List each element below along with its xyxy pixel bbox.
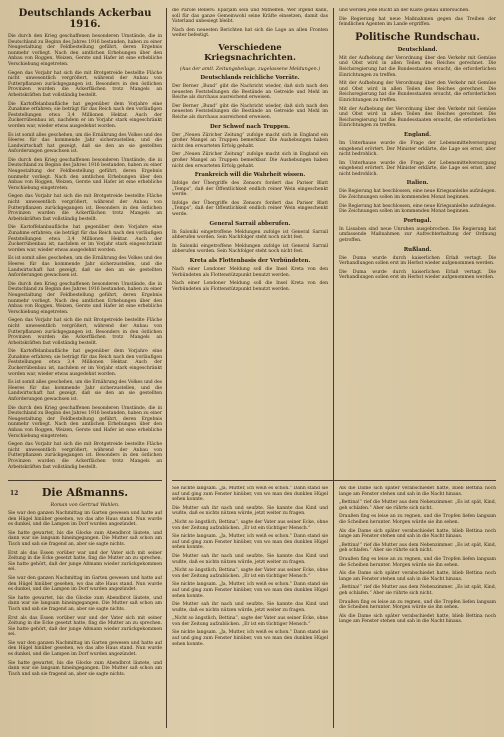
paragraph: Draußen fing es leise an zu regnen, und die Tropfen liefen langsam die Scheiben herunter. Morgen würde sie ihn sehen. bbox=[339, 514, 496, 525]
paragraph: Die Mutter sah ihr nach und seufzte. Sie kannte das Kind und wußte, daß es nichts nützen würde, jetzt weiter zu fragen. bbox=[172, 505, 328, 517]
paragraph: die Parole Bellers: Eparjam sein und Mithelfen. Wer irgend kann, soll für das ganze Gemeinwohl seine Kräfte einsetzen, damit das Vaterland unbesiegt bleibt. bbox=[172, 8, 328, 25]
column-rule bbox=[166, 8, 167, 728]
headline-assmanns: Die Aßmanns. bbox=[41, 486, 129, 499]
page-number: 12 bbox=[10, 490, 19, 497]
paragraph: „Bettina!“ rief die Mutter aus dem Nebenzimmer. „Es ist spät, Kind, geh schlafen.“ Aber sie rührte sich nicht. bbox=[339, 500, 496, 511]
paragraph: Gegen das Vorjahr hat sich die mit Brotgetreide bestellte Fläche nicht unwesentlich vergrößert, während der Anbau von Futterpflanzen zurückgegangen ist. Besonders in den östlichen Provinzen wurden die Ackerflächen trotz Mangels an Arbeitskräften fast vollständig bestellt. bbox=[8, 318, 162, 346]
paragraph: Sie nickte langsam. „Ja, Mutter, ich weiß es schon.“ Dann stand sie auf und ging zum Fenster hinüber, von wo man den dunklen Hügel sehen konnte. bbox=[172, 486, 328, 503]
paragraph: Die Regierung hat neue Maßnahmen gegen das Treiben der feindlichen Agenten im Lande ergriffen. bbox=[339, 16, 496, 28]
paragraph: Die Regierung hat beschlossen, eine neue Kriegsanleihe aufzulegen. Die Zeichnungen sollen im kommenden Monat beginnen. bbox=[339, 203, 496, 215]
paragraph: Gegen das Vorjahr hat sich die mit Brotgetreide bestellte Fläche nicht unwesentlich vergrößert, während der Anbau von Futterpflanzen zurückgegangen ist. Besonders in den östlichen Provinzen wurden die Ackerflächen trotz Mangels an Arbeitskräften fast vollständig bestellt. bbox=[8, 194, 162, 222]
paragraph: Der „Neuen Züricher Zeitung“ zufolge macht sich in England ein großer Mangel an Truppen bemerkbar. Die Aushebungen haben nicht den erwarteten Erfolg gehabt. bbox=[172, 152, 328, 169]
paragraph: Sie war den ganzen Nachmittag im Garten gewesen und hatte auf den Hügel hinüber gesehen, wo das alte Haus stand. Nun wurde es dunkel, und die Lampen im Dorf wurden angezündet. bbox=[8, 575, 162, 593]
paragraph: „Bettina!“ rief die Mutter aus dem Nebenzimmer. „Es ist spät, Kind, geh schlafen.“ Aber sie rührte sich nicht. bbox=[339, 542, 496, 554]
paragraph: Der Berner „Bund“ gibt die Nachricht wieder, daß sich nach den neuesten Feststellungen die Bestände an Getreide und Mehl im Reiche als durchaus ausreichend erweisen. bbox=[172, 103, 328, 120]
paragraph: Erst als das Essen vorüber war und der Vater sich mit seiner Zeitung in die Ecke gesetzt hatte, fing die Mutter an zu sprechen. Sie hatte gehört, daß der junge Aßmann wieder zurückgekommen sei. bbox=[8, 550, 162, 573]
paragraph: Sie nickte langsam. „Ja, Mutter, ich weiß es schon.“ Dann stand sie auf und ging zum Fenster hinüber, von wo man den dunklen Hügel sehen konnte. bbox=[172, 534, 328, 551]
paragraph: Die Kartoffelanbaufläche hat gegenüber dem Vorjahre eine Zunahme erfahren; sie beträgt für das Reich nach den vorläufigen Feststellungen etwa 3,4 Millionen Hektar. Auch der Zuckerrübenbau ist, nachdem er im Vorjahr stark eingeschränkt worden war, wieder etwas ausgedehnt worden. bbox=[8, 101, 162, 129]
paragraph: Die Duma wurde durch kaiserlichen Erlaß vertagt. Die Verhandlungen sollen erst im Herbst wieder aufgenommen werden. bbox=[339, 255, 496, 267]
serial-continuation bbox=[172, 486, 328, 726]
column-rule bbox=[333, 8, 334, 728]
paragraph: Draußen fing es leise an zu regnen, und die Tropfen liefen langsam die Scheiben herunter. Morgen würde sie ihn sehen. bbox=[339, 556, 496, 568]
paragraph: Draußen fing es leise an zu regnen, und die Tropfen liefen langsam die Scheiben herunter. Morgen würde sie ihn sehen. bbox=[339, 599, 496, 611]
paragraph: Die durch den Krieg geschaffenen besonderen Umstände, die in Deutschland zu Beginn des Jahres 1916 bestanden, haben zu einer Neugestaltung der Feldbestellung geführt, deren Ergebnis nunmehr vorliegt. Nach den amtlichen Erhebungen über den Anbau von Roggen, Weizen, Gerste und Hafer ist eine erhebliche Verschiebung eingetreten. bbox=[8, 281, 162, 315]
subheading: Italien. bbox=[406, 180, 429, 187]
paragraph: Es ist somit alles geschehen, um die Ernährung des Volkes und des Heeres für das kommende Jahr sicherzustellen, und die Landwirtschaft hat gezeigt, daß sie den an sie gestellten Anforderungen gewachsen ist. bbox=[8, 380, 162, 403]
subheading: Frankreich will die Wahrheit wissen. bbox=[194, 172, 306, 179]
paragraph: Der „Neuen Züricher Zeitung“ zufolge macht sich in England ein großer Mangel an Truppen bemerkbar. Die Aushebungen haben nicht den erwarteten Erfolg gehabt. bbox=[172, 132, 328, 149]
paragraph: Infolge der Übergriffe des Zensors fordert das Pariser Blatt „Temps“, daß der Öffentlichkeit endlich reiner Wein eingeschenkt werde. bbox=[172, 181, 328, 198]
section-rule bbox=[8, 480, 162, 481]
paragraph: Die Regierung hat beschlossen, eine neue Kriegsanleihe aufzulegen. Die Zeichnungen sollen im kommenden Monat beginnen. bbox=[339, 189, 496, 201]
paragraph: In Saloniki eingetroffene Meldungen zufolge ist General Sarrail abberufen worden. Sein Nachfolger steht noch nicht fest. bbox=[172, 243, 328, 255]
feuilleton-rule bbox=[172, 480, 496, 481]
paragraph: und werden jede Bucht an der Küste genau untersuchen. bbox=[339, 8, 470, 13]
subheading: Deutschlands reichliche Vorräte. bbox=[200, 74, 300, 81]
subheading: Rußland. bbox=[403, 246, 432, 253]
paragraph: Die durch den Krieg geschaffenen besonderen Umstände, die in Deutschland zu Beginn des Jahres 1916 bestanden, haben zu einer Neugestaltung der Feldbestellung geführt, deren Ergebnis nunmehr vorliegt. Nach den amtlichen Erhebungen über den Anbau von Roggen, Weizen, Gerste und Hafer ist eine erhebliche Verschiebung eingetreten. bbox=[8, 157, 162, 191]
subheading: General Sarrail abberufen. bbox=[209, 220, 291, 227]
paragraph: Nach einer Londoner Meldung soll die Insel Kreta von den Verbündeten als Flottenstützpunkt benutzt werden. bbox=[172, 281, 328, 292]
paragraph: Sie hatte gewartet, bis die Glocke zum Abendbrot läutete, und dann war sie langsam hineingegangen. Die Mutter saß schon am Tisch und sah sie fragend an, aber sie sagte nichts. bbox=[8, 530, 162, 547]
paragraph: Die Mutter sah ihr nach und seufzte. Sie kannte das Kind und wußte, daß es nichts nützen würde, jetzt weiter zu fragen. bbox=[172, 602, 328, 613]
paragraph: Als die Dame sich später verabschiedet hatte, blieb Bettina noch lange am Fenster stehen und sah in die Nacht hinaus. bbox=[339, 613, 496, 625]
source-note: (Aus der amtl. Zeitungsbeilage, zugelassene Meldungen.) bbox=[179, 66, 321, 72]
paragraph: Die durch den Krieg geschaffenen besonderen Umstände, die in Deutschland zu Beginn des Jahres 1916 bestanden, haben zu einer Neugestaltung der Feldbestellung geführt, deren Ergebnis nunmehr vorliegt. Nach den amtlichen Erhebungen über den Anbau von Roggen, Weizen, Gerste und Hafer ist eine erhebliche Verschiebung eingetreten. bbox=[8, 405, 162, 439]
headline-ackerbau: Deutschlands Ackerbau 1916. bbox=[18, 8, 152, 30]
paragraph: Die durch den Krieg geschaffenen besonderen Umstände, die in Deutschland zu Beginn des Jahres 1916 bestanden, haben zu einer Neugestaltung der Feldbestellung geführt, deren Ergebnis nunmehr vorliegt. Nach den amtlichen Erhebungen über den Anbau von Roggen, Weizen, Gerste und Hafer ist eine erhebliche Verschiebung eingetreten. bbox=[8, 34, 162, 67]
paragraph: Sie hatte gewartet, bis die Glocke zum Abendbrot läutete, und dann war sie langsam hineingegangen. Die Mutter saß schon am Tisch und sah sie fragend an, aber sie sagte nichts. bbox=[8, 660, 162, 677]
political-review bbox=[339, 8, 496, 476]
paragraph: Die Kartoffelanbaufläche hat gegenüber dem Vorjahre eine Zunahme erfahren; sie beträgt für das Reich nach den vorläufigen Feststellungen etwa 3,4 Millionen Hektar. Auch der Zuckerrübenbau ist, nachdem er im Vorjahr stark eingeschränkt worden war, wieder etwas ausgedehnt worden. bbox=[8, 349, 162, 377]
paragraph: Im Unterhause wurde die Frage der Lebensmittelversorgung eingehend erörtert. Der Minister erklärte, die Lage sei ernst, aber nicht bedrohlich. bbox=[339, 140, 496, 158]
paragraph: Die Mutter sah ihr nach und seufzte. Sie kannte das Kind und wußte, daß es nichts nützen würde, jetzt weiter zu fragen. bbox=[172, 553, 328, 565]
paragraph: Im Unterhause wurde die Frage der Lebensmittelversorgung eingehend erörtert. Der Minister erklärte, die Lage sei ernst, aber nicht bedrohlich. bbox=[339, 160, 496, 177]
serial-novel bbox=[8, 486, 162, 726]
paragraph: Infolge der Übergriffe des Zensors fordert das Pariser Blatt „Temps“, daß der Öffentlichkeit endlich reiner Wein eingeschenkt werde. bbox=[172, 200, 328, 218]
paragraph: Mit der Aufhebung der Verordnung über den Verkehr mit Gemüse und Obst wird in allen Teilen des Reiches gerechnet. Die Reichsregierung hat die Bundesstaaten ersucht, die erforderlichen Einrichtungen zu treffen. bbox=[339, 106, 496, 129]
headline-rundschau: Politische Rundschau. bbox=[355, 31, 480, 43]
paragraph: Sie nickte langsam. „Ja, Mutter, ich weiß es schon.“ Dann stand sie auf und ging zum Fenster hinüber, von wo man den dunklen Hügel sehen konnte. bbox=[172, 582, 328, 599]
subheading: Portugal. bbox=[403, 217, 432, 224]
paragraph: In Lissabon sind neue Unruhen ausgebrochen. Die Regierung hat umfassende Maßnahmen zur Aufrechterhaltung der Ordnung getroffen. bbox=[339, 226, 496, 244]
paragraph: In Saloniki eingetroffene Meldungen zufolge ist General Sarrail abberufen worden. Sein Nachfolger steht noch nicht fest. bbox=[172, 229, 328, 241]
paragraph: Die Duma wurde durch kaiserlichen Erlaß vertagt. Die Verhandlungen sollen erst im Herbst wieder aufgenommen werden. bbox=[339, 269, 496, 281]
subheading: Deutschland. bbox=[397, 46, 438, 53]
serial-continuation bbox=[339, 486, 496, 726]
paragraph: Nach den neuesten Berichten hat sich die Lage an allen Fronten weiter befestigt. bbox=[172, 27, 328, 39]
paragraph: Gegen das Vorjahr hat sich die mit Brotgetreide bestellte Fläche nicht unwesentlich vergrößert, während der Anbau von Futterpflanzen zurückgegangen ist. Besonders in den östlichen Provinzen wurden die Ackerflächen trotz Mangels an Arbeitskräften fast vollständig bestellt. bbox=[8, 442, 162, 470]
paragraph: „Bettina!“ rief die Mutter aus dem Nebenzimmer. „Es ist spät, Kind, geh schlafen.“ Aber sie rührte sich nicht. bbox=[339, 585, 496, 596]
paragraph: Erst als das Essen vorüber war und der Vater sich mit seiner Zeitung in die Ecke gesetzt hatte, fing die Mutter an zu sprechen. Sie hatte gehört, daß der junge Aßmann wieder zurückgekommen sei. bbox=[8, 615, 162, 638]
paragraph: Es ist somit alles geschehen, um die Ernährung des Volkes und des Heeres für das kommende Jahr sicherzustellen, und die Landwirtschaft hat gezeigt, daß sie den an sie gestellten Anforderungen gewachsen ist. bbox=[8, 256, 162, 279]
paragraph: „Nicht so ängstlich, Bettina“, sagte der Vater aus seiner Ecke, ohne von der Zeitung aufzublicken. „Er ist ein tüchtiger Mensch.“ bbox=[172, 519, 328, 531]
subheading: Kreta als Flottenbasis der Verbündeten. bbox=[189, 258, 311, 265]
paragraph: Die Kartoffelanbaufläche hat gegenüber dem Vorjahre eine Zunahme erfahren; sie beträgt für das Reich nach den vorläufigen Feststellungen etwa 3,4 Millionen Hektar. Auch der Zuckerrübenbau ist, nachdem er im Vorjahr stark eingeschränkt worden war, wieder etwas ausgedehnt worden. bbox=[8, 225, 162, 253]
serial-byline: Roman von Gertrud Wahlen. bbox=[50, 503, 120, 508]
paragraph: Nach einer Londoner Meldung soll die Insel Kreta von den Verbündeten als Flottenstützpunkt benutzt werden. bbox=[172, 267, 328, 278]
paragraph: Sie hatte gewartet, bis die Glocke zum Abendbrot läutete, und dann war sie langsam hineingegangen. Die Mutter saß schon am Tisch und sah sie fragend an, aber sie sagte nichts. bbox=[8, 595, 162, 612]
paragraph: Mit der Aufhebung der Verordnung über den Verkehr mit Gemüse und Obst wird in allen Teilen des Reiches gerechnet. Die Reichsregierung hat die Bundesstaaten ersucht, die erforderlichen Einrichtungen zu treffen. bbox=[339, 55, 496, 78]
war-news bbox=[172, 8, 328, 476]
paragraph: Als die Dame sich später verabschiedet hatte, blieb Bettina noch lange am Fenster stehen und sah in die Nacht hinaus. bbox=[339, 571, 496, 582]
paragraph: Sie nickte langsam. „Ja, Mutter, ich weiß es schon.“ Dann stand sie auf und ging zum Fenster hinüber, von wo man den dunklen Hügel sehen konnte. bbox=[172, 630, 328, 647]
article-ackerbau bbox=[8, 8, 162, 476]
paragraph: Als die Dame sich später verabschiedet hatte, blieb Bettina noch lange am Fenster stehen und sah in die Nacht hinaus. bbox=[339, 486, 496, 497]
paragraph: Als die Dame sich später verabschiedet hatte, blieb Bettina noch lange am Fenster stehen und sah in die Nacht hinaus. bbox=[339, 528, 496, 540]
paragraph: „Nicht so ängstlich, Bettina“, sagte der Vater aus seiner Ecke, ohne von der Zeitung aufzublicken. „Er ist ein tüchtiger Mensch.“ bbox=[172, 616, 328, 627]
subheading: England. bbox=[404, 131, 431, 138]
paragraph: Es ist somit alles geschehen, um die Ernährung des Volkes und des Heeres für das kommende Jahr sicherzustellen, und die Landwirtschaft hat gezeigt, daß sie den an sie gestellten Anforderungen gewachsen ist. bbox=[8, 132, 162, 155]
paragraph: Sie war den ganzen Nachmittag im Garten gewesen und hatte auf den Hügel hinüber gesehen, wo das alte Haus stand. Nun wurde es dunkel, und die Lampen im Dorf wurden angezündet. bbox=[8, 511, 162, 528]
paragraph: Sie war den ganzen Nachmittag im Garten gewesen und hatte auf den Hügel hinüber gesehen, wo das alte Haus stand. Nun wurde es dunkel, und die Lampen im Dorf wurden angezündet. bbox=[8, 640, 162, 658]
paragraph: Gegen das Vorjahr hat sich die mit Brotgetreide bestellte Fläche nicht unwesentlich vergrößert, während der Anbau von Futterpflanzen zurückgegangen ist. Besonders in den östlichen Provinzen wurden die Ackerflächen trotz Mangels an Arbeitskräften fast vollständig bestellt. bbox=[8, 70, 162, 98]
paragraph: „Nicht so ängstlich, Bettina“, sagte der Vater aus seiner Ecke, ohne von der Zeitung aufzublicken. „Er ist ein tüchtiger Mensch.“ bbox=[172, 568, 328, 579]
subheading: Der Schwof nach Truppen. bbox=[210, 123, 290, 130]
paragraph: Der Berner „Bund“ gibt die Nachricht wieder, daß sich nach den neuesten Feststellungen die Bestände an Getreide und Mehl im Reiche als durchaus ausreichend erweisen. bbox=[172, 83, 328, 101]
paragraph: Mit der Aufhebung der Verordnung über den Verkehr mit Gemüse und Obst wird in allen Teilen des Reiches gerechnet. Die Reichsregierung hat die Bundesstaaten ersucht, die erforderlichen Einrichtungen zu treffen. bbox=[339, 81, 496, 103]
headline-kriegsnachrichten: Verschiedene Kriegsnachrichten. bbox=[204, 42, 296, 63]
